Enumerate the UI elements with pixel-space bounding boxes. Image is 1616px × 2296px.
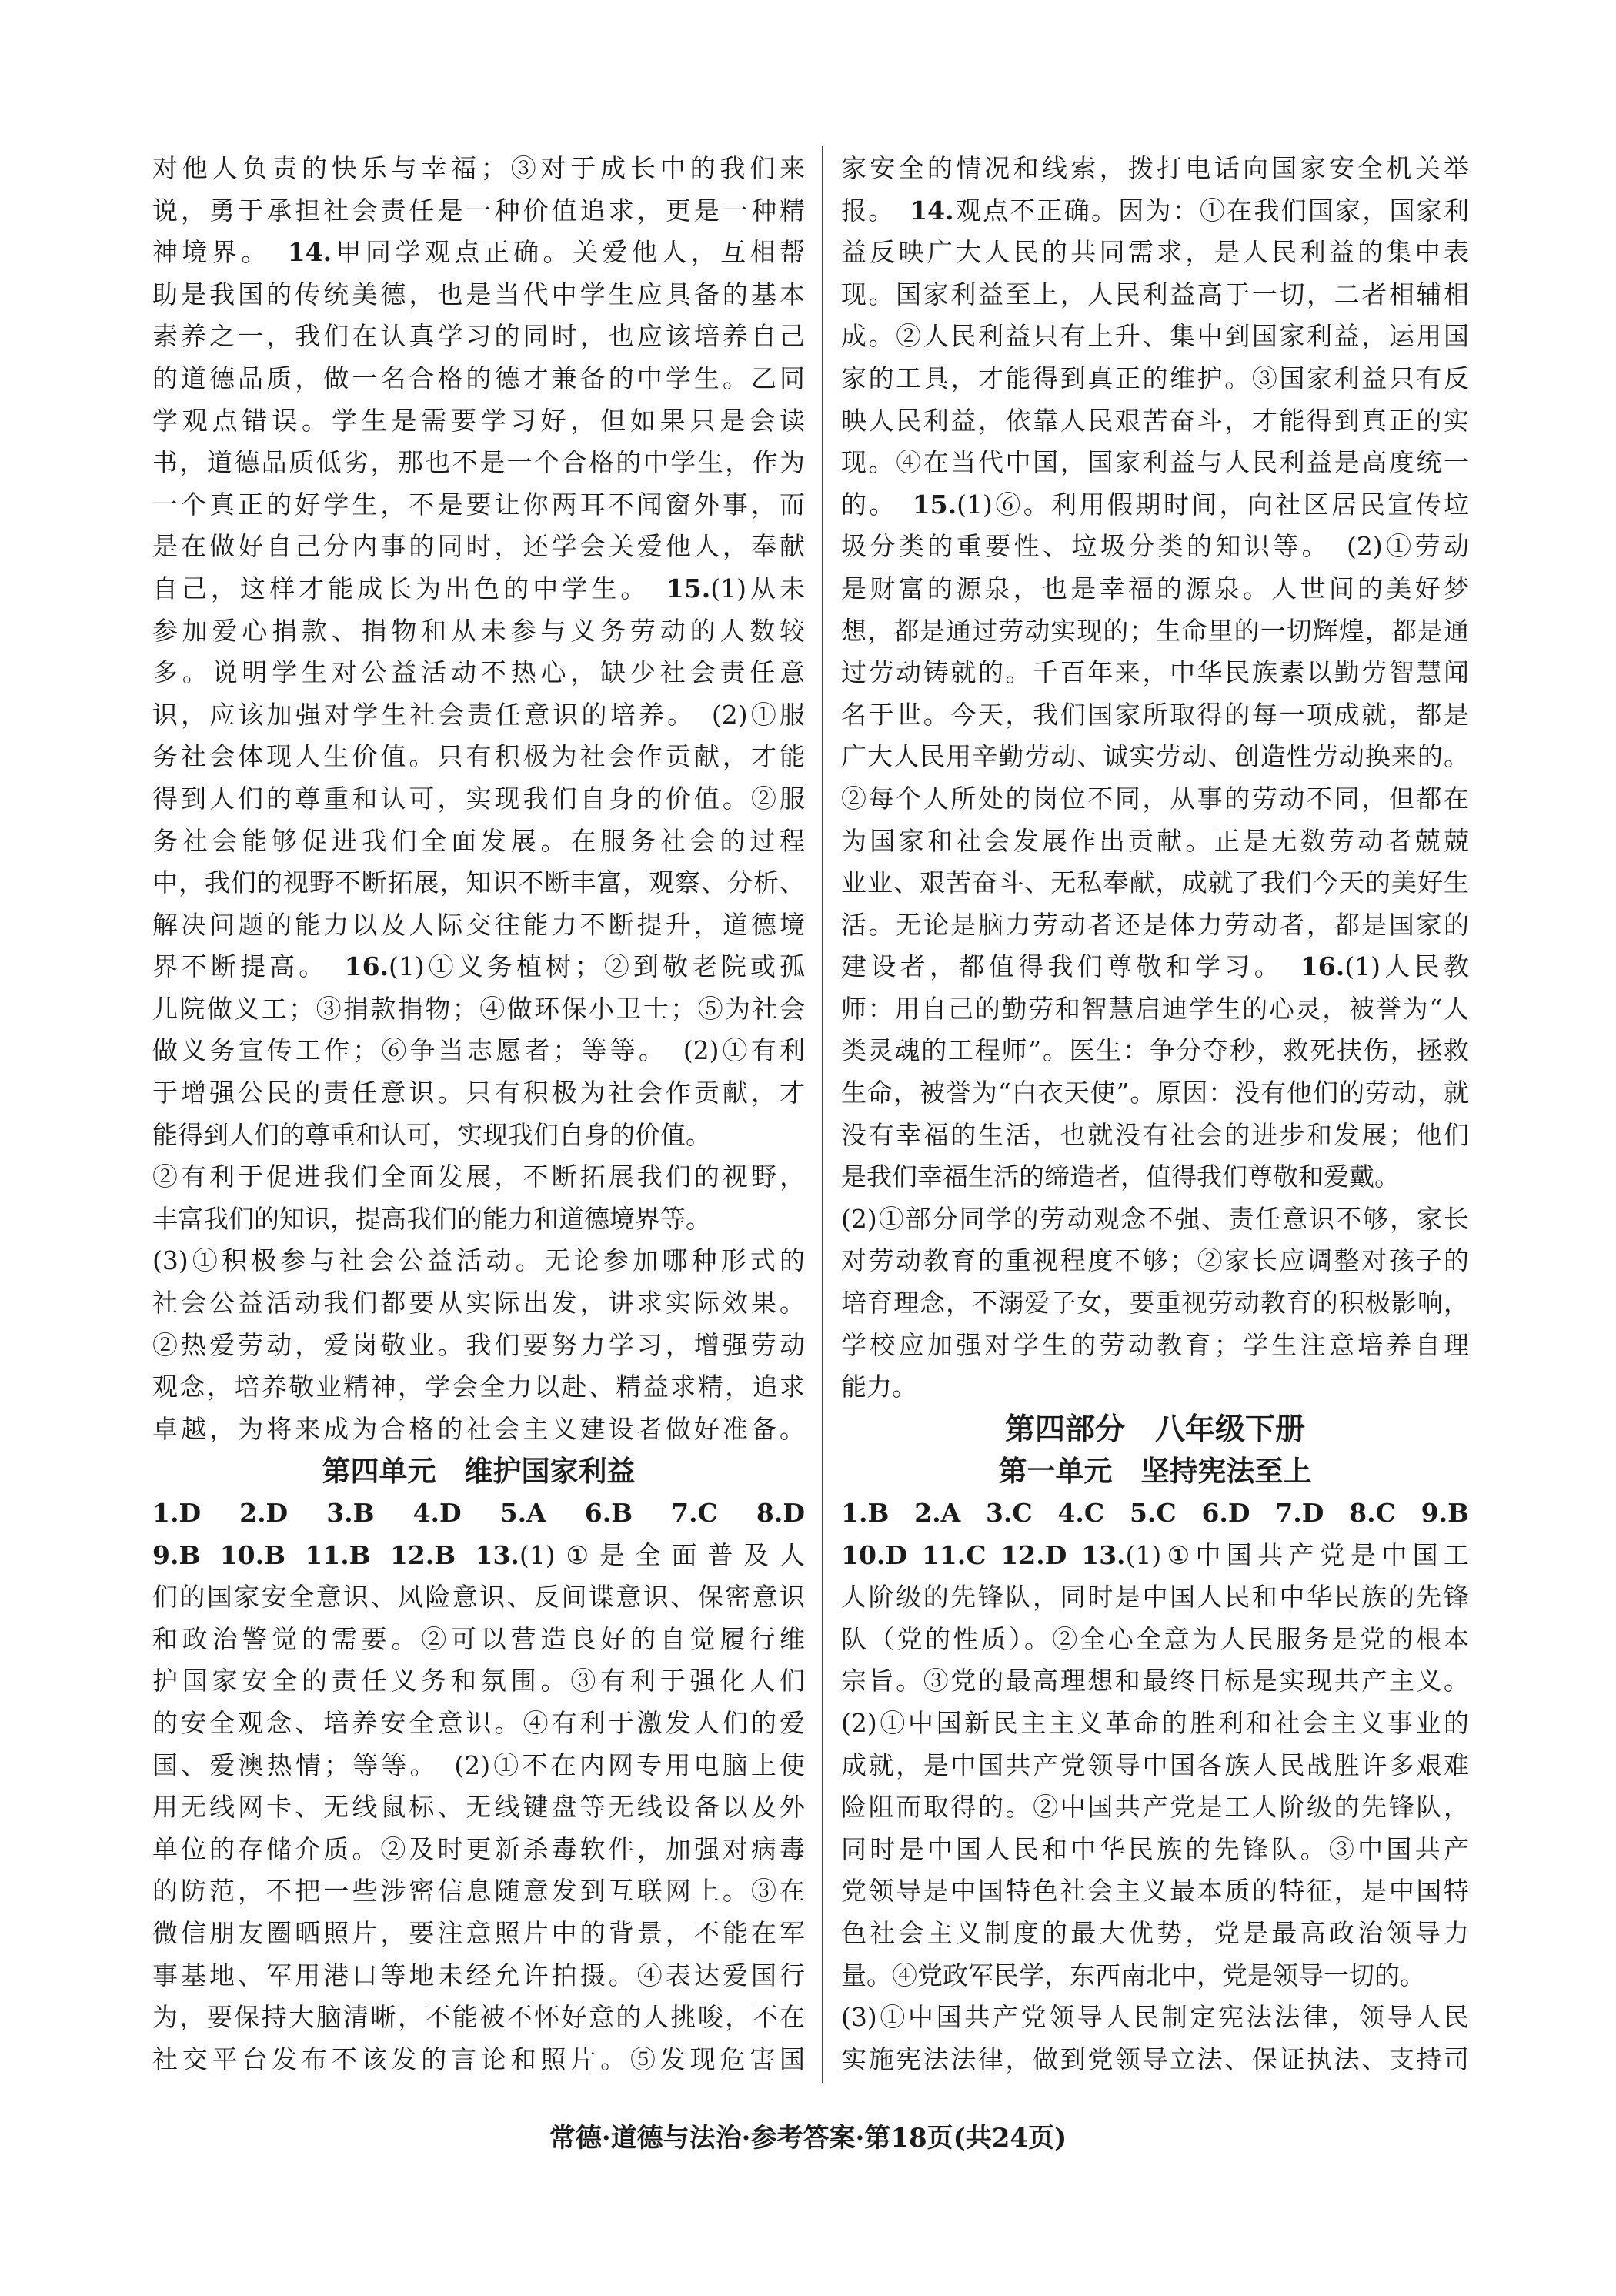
text-segment: 学观点错误。学生是需要学习好，但如果只是会读 (152, 405, 805, 436)
text-line (841, 190, 1469, 232)
text-line (841, 904, 1469, 947)
unit-heading-protect-national-interest: 第四单元 维护国家利益 (322, 1454, 636, 1489)
text-segment: 报。 (841, 195, 910, 226)
question-number: 14. (287, 237, 332, 268)
text-line (841, 1198, 1469, 1241)
text-segment: 社会公益活动我们都要从实际出发，讲求实际效果。 (152, 1288, 805, 1318)
text-segment: 单位的存储介质。②及时更新杀毒软件，加强对病毒 (152, 1833, 805, 1864)
text-line (152, 1535, 805, 1577)
text-segment: 务社会体现人生价值。只有积极为社会作贡献，才能 (152, 741, 805, 772)
text-segment: 观念，培养敬业精神，学会全力以赴、精益求精，追求 (152, 1372, 805, 1402)
part-heading-grade8-vol2: 第四部分 八年级下册 (1004, 1411, 1305, 1447)
text-line (841, 1072, 1469, 1115)
text-line (841, 1576, 1469, 1619)
text-segment: 丰富我们的知识，提高我们的能力和道德境界等。 (152, 1203, 711, 1234)
text-segment: 广大人民用辛勤劳动、诚实劳动、创造性劳动换来的。 (841, 741, 1469, 772)
text-segment: 映人民利益，依靠人民艰苦奋斗，才能得到真正的实 (841, 405, 1469, 436)
text-line (841, 1955, 1469, 1997)
text-line (152, 1660, 805, 1703)
text-line (152, 610, 805, 653)
text-segment: 成就，是中国共产党领导中国各族人民战胜许多艰难 (841, 1750, 1469, 1780)
text-line (152, 778, 805, 820)
page-footer: 常德·道德与法治·参考答案·第18页(共24页) (549, 2123, 1067, 2154)
text-segment: 现。④在当代中国，国家利益与人民利益是高度统一 (841, 447, 1469, 478)
text-line (152, 1240, 805, 1282)
text-segment: 素养之一，我们在认真学习的同时，也应该培养自己 (152, 321, 805, 352)
text-line (152, 1870, 805, 1913)
unit-heading-constitution: 第一单元 坚持宪法至上 (998, 1454, 1312, 1489)
text-line (841, 568, 1469, 610)
text-line (841, 1703, 1469, 1745)
text-line (152, 988, 805, 1031)
text-line (841, 1156, 1469, 1198)
text-segment: 甲同学观点正确。关爱他人，互相帮 (332, 237, 805, 268)
question-number: 14. (910, 195, 954, 226)
text-line (152, 1745, 805, 1787)
text-line (841, 1325, 1469, 1367)
text-segment: (1)从未 (710, 573, 805, 603)
right-column (841, 148, 1469, 2080)
text-segment: 是我们幸福生活的缔造者，值得我们尊敬和爱戴。 (841, 1161, 1400, 1192)
text-segment: ②有利于促进我们全面发展，不断拓展我们的视野， (152, 1161, 805, 1192)
text-line (152, 1997, 805, 2039)
left-unit-answers (152, 1492, 805, 2080)
text-segment: 圾分类的重要性、垃圾分类的知识等。 (2)①劳动 (841, 531, 1469, 562)
text-line (841, 862, 1469, 904)
text-segment: 队（党的性质）。②全心全意为人民服务是党的根本 (841, 1623, 1469, 1654)
text-line (841, 274, 1469, 316)
text-line (841, 736, 1469, 778)
text-segment: 多。说明学生对公益活动不热心，缺少社会责任意 (152, 657, 805, 688)
text-line (152, 484, 805, 526)
text-line (841, 526, 1469, 568)
question-number: 1.D 2.D 3.B 4.D 5.A 6.B 7.C 8.D (152, 1498, 805, 1528)
text-segment: 想，都是通过劳动实现的；生命里的一切辉煌，都是通 (841, 615, 1469, 646)
question-number: 15. (912, 489, 957, 520)
text-line (841, 988, 1469, 1031)
question-number: 15. (666, 573, 711, 603)
text-segment: 实施宪法法律，做到党领导立法、保证执法、支持司 (841, 2044, 1469, 2074)
text-line (152, 1913, 805, 1955)
text-segment: (2)①中国新民主主义革命的胜利和社会主义事业的 (841, 1707, 1469, 1738)
text-segment: 神境界。 (152, 237, 288, 268)
text-segment: 学校应加强对学生的劳动教育；学生注意培养自理 (841, 1329, 1469, 1360)
question-number: 1.B 2.A 3.C 4.C 5.C 6.D 7.D 8.C 9.B (841, 1498, 1469, 1528)
text-line (841, 1030, 1469, 1072)
question-number: 16. (344, 951, 389, 982)
text-segment: 识，应该加强对学生社会责任意识的培养。 (2)①服 (152, 699, 805, 730)
text-segment: (1)⑥。利用假期时间，向社区居民宣传垃 (957, 489, 1469, 520)
text-segment: 们的国家安全意识、风险意识、反间谍意识、保密意识 (152, 1582, 805, 1613)
text-line (152, 316, 805, 358)
text-segment: (1)人民教 (1344, 951, 1469, 982)
text-segment: (1)①中国共产党是中国工 (1125, 1539, 1469, 1570)
text-segment: 国、爱澳热情；等等。 (2)①不在内网专用电脑上使 (152, 1750, 805, 1780)
text-segment: 的道德品质，做一名合格的德才兼备的中学生。乙同 (152, 363, 805, 393)
text-line (152, 232, 805, 274)
text-line (152, 1409, 805, 1451)
text-segment: 宗旨。③党的最高理想和最终目标是实现共产主义。 (841, 1666, 1469, 1696)
left-answer-text (152, 148, 805, 1450)
text-line (841, 232, 1469, 274)
text-line (841, 400, 1469, 443)
text-segment: (3)①中国共产党领导人民制定宪法法律，领导人民 (841, 2002, 1469, 2033)
text-segment: 社交平台发布不该发的言论和照片。⑤发现危害国 (152, 2044, 805, 2074)
text-segment: 参加爱心捐款、捐物和从未参与义务劳动的人数较 (152, 615, 805, 646)
text-line (152, 148, 805, 190)
text-segment: 一个真正的好学生，不是要让你两耳不闻窗外事，而 (152, 489, 805, 520)
text-line (841, 1870, 1469, 1913)
text-segment: 业业、艰苦奋斗、无私奉献，成就了我们今天的美好生 (841, 867, 1469, 898)
text-line (152, 736, 805, 778)
text-line (152, 1703, 805, 1745)
text-line (152, 1955, 805, 1997)
text-line (841, 946, 1469, 988)
text-segment: 名于世。今天，我们国家所取得的每一项成就，都是 (841, 699, 1469, 730)
text-segment: 和政治警觉的需要。②可以营造良好的自觉履行维 (152, 1623, 805, 1654)
text-segment: 师：用自己的勤劳和智慧启迪学生的心灵，被誉为“人 (841, 993, 1469, 1024)
text-line (841, 1619, 1469, 1661)
text-line (841, 1829, 1469, 1871)
text-line (152, 946, 805, 988)
text-segment: (3)①积极参与社会公益活动。无论参加哪种形式的 (152, 1245, 805, 1276)
text-segment: 中，我们的视野不断拓展，知识不断丰富，观察、分析、 (152, 867, 805, 898)
text-segment: 观点不正确。因为：①在我们国家，国家利 (953, 195, 1469, 226)
text-line (152, 358, 805, 400)
text-segment: 为，要保持大脑清晰，不能被不怀好意的人挑唆，不在 (152, 2002, 805, 2033)
text-segment: ②热爱劳动，爱岗敬业。我们要努力学习，增强劳动 (152, 1329, 805, 1360)
text-line (841, 778, 1469, 820)
text-segment: 成。②人民利益只有上升、集中到国家利益，运用国 (841, 321, 1469, 352)
text-line (152, 442, 805, 484)
text-segment: 益反映广大人民的共同需求，是人民利益的集中表 (841, 237, 1469, 268)
text-line (841, 2039, 1469, 2081)
text-segment: ②每个人所处的岗位不同，从事的劳动不同，但都在 (841, 783, 1469, 814)
text-segment: 家的工具，才能得到真正的维护。③国家利益只有反 (841, 363, 1469, 393)
text-line (152, 274, 805, 316)
text-line (841, 1240, 1469, 1282)
text-segment: 儿院做义工；③捐款捐物；④做环保小卫士；⑤为社会 (152, 993, 805, 1024)
text-segment: 是在做好自己分内事的同时，还学会关爱他人，奉献 (152, 531, 805, 562)
text-line (152, 190, 805, 232)
column-divider (822, 146, 823, 2083)
text-segment: 类灵魂的工程师”。医生：争分夺秒，救死扶伤，拯救 (841, 1035, 1469, 1066)
text-line (841, 610, 1469, 653)
text-line (841, 1660, 1469, 1703)
text-line (841, 316, 1469, 358)
text-segment: 的安全观念、培养安全意识。④有利于激发人们的爱 (152, 1707, 805, 1738)
text-segment: 对劳动教育的重视程度不够；②家长应调整对孩子的 (841, 1245, 1469, 1276)
text-segment: 的。 (841, 489, 913, 520)
text-segment: 对他人负责的快乐与幸福；③对于成长中的我们来 (152, 153, 805, 183)
text-segment: 书，道德品质低劣，那也不是一个合格的中学生，作为 (152, 447, 805, 478)
text-line (152, 862, 805, 904)
left-column (152, 148, 805, 2080)
text-segment: (1)①是全面普及人 (519, 1539, 805, 1570)
text-segment: 家安全的情况和线索，拨打电话向国家安全机关举 (841, 153, 1469, 183)
text-line (841, 1745, 1469, 1787)
text-line (152, 1829, 805, 1871)
text-line (841, 484, 1469, 526)
text-segment: 现。国家利益至上，人民利益高于一切，二者相辅相 (841, 279, 1469, 309)
text-line (152, 1786, 805, 1829)
text-line (152, 1492, 805, 1535)
text-segment: 为国家和社会发展作出贡献。正是无数劳动者兢兢 (841, 825, 1469, 856)
text-segment: 得到人们的尊重和认可，实现我们自身的价值。②服 (152, 783, 805, 814)
text-line (152, 1325, 805, 1367)
text-segment: 解决问题的能力以及人际交往能力不断提升，道德境 (152, 909, 805, 940)
text-line (152, 1115, 805, 1157)
text-segment: 培育理念，不溺爱子女，要重视劳动教育的积极影响， (841, 1288, 1469, 1318)
text-segment: 险阻而取得的。②中国共产党是工人阶级的先锋队， (841, 1792, 1469, 1823)
text-line (841, 1492, 1469, 1535)
text-segment: 党领导是中国特色社会主义最本质的特征，是中国特 (841, 1876, 1469, 1907)
text-segment: 同时是中国人民和中华民族的先锋队。③中国共产 (841, 1833, 1469, 1864)
text-line (152, 1030, 805, 1072)
right-answer-text (841, 148, 1469, 1409)
text-line (152, 694, 805, 737)
text-line (841, 148, 1469, 190)
text-line (152, 1282, 805, 1325)
text-line (841, 1786, 1469, 1829)
text-line (152, 2039, 805, 2081)
text-segment: 的防范，不把一些涉密信息随意发到互联网上。③在 (152, 1876, 805, 1907)
text-segment: 助是我国的传统美德，也是当代中学生应具备的基本 (152, 279, 805, 309)
text-segment: 活。无论是脑力劳动者还是体力劳动者，都是国家的 (841, 909, 1469, 940)
question-number: 10.D 11.C 12.D 13. (841, 1539, 1126, 1570)
text-segment: 过劳动铸就的。千百年来，中华民族素以勤劳智慧闻 (841, 657, 1469, 688)
text-segment: (1)①义务植树；②到敬老院或孤 (389, 951, 805, 982)
text-segment: 人阶级的先锋队，同时是中国人民和中华民族的先锋 (841, 1582, 1469, 1613)
text-segment: 用无线网卡、无线鼠标、无线键盘等无线设备以及外 (152, 1792, 805, 1823)
text-line (152, 904, 805, 947)
text-line (841, 358, 1469, 400)
text-line (152, 1619, 805, 1661)
text-line (152, 1156, 805, 1198)
text-line (152, 1576, 805, 1619)
text-line (841, 1535, 1469, 1577)
text-line (841, 1366, 1469, 1409)
text-segment: 没有幸福的生活，也就没有社会的进步和发展；他们 (841, 1119, 1469, 1150)
text-line (841, 820, 1469, 863)
text-line (152, 400, 805, 443)
text-segment: 界不断提高。 (152, 951, 345, 982)
text-segment: 是财富的源泉，也是幸福的源泉。人世间的美好梦 (841, 573, 1469, 603)
text-line (841, 1913, 1469, 1955)
text-segment: 微信朋友圈晒照片，要注意照片中的背景，不能在军 (152, 1917, 805, 1948)
text-line (841, 1282, 1469, 1325)
text-line (152, 1072, 805, 1115)
text-segment: 说，勇于承担社会责任是一种价值追求，更是一种精 (152, 195, 805, 226)
text-segment: 做义务宣传工作；⑥争当志愿者；等等。 (2)①有利 (152, 1035, 805, 1066)
text-segment: 于增强公民的责任意识。只有积极为社会作贡献，才 (152, 1078, 805, 1108)
text-segment: 务社会能够促进我们全面发展。在服务社会的过程 (152, 825, 805, 856)
text-line (152, 1198, 805, 1241)
text-line (841, 1115, 1469, 1157)
text-line (152, 652, 805, 694)
text-line (152, 526, 805, 568)
text-segment: 自己，这样才能成长为出色的中学生。 (152, 573, 666, 603)
text-line (152, 568, 805, 610)
question-number: 16. (1300, 951, 1345, 982)
text-segment: 建设者，都值得我们尊敬和学习。 (841, 951, 1300, 982)
text-line (152, 820, 805, 863)
text-segment: 能得到人们的尊重和认可，实现我们自身的价值。 (152, 1119, 711, 1150)
text-segment: 色社会主义制度的最大优势，党是最高政治领导力 (841, 1917, 1469, 1948)
text-line (152, 1366, 805, 1409)
text-line (841, 442, 1469, 484)
text-line (841, 652, 1469, 694)
text-segment: 护国家安全的责任义务和氛围。③有利于强化人们 (152, 1666, 805, 1696)
text-segment: 能力。 (841, 1372, 917, 1402)
text-segment: 生命，被誉为“白衣天使”。原因：没有他们的劳动，就 (841, 1078, 1469, 1108)
question-number: 9.B 10.B 11.B 12.B 13. (152, 1539, 519, 1570)
text-segment: 量。④党政军民学，东西南北中，党是领导一切的。 (841, 1960, 1425, 1990)
text-line (841, 1997, 1469, 2039)
text-line (841, 694, 1469, 737)
text-segment: (2)①部分同学的劳动观念不强、责任意识不够，家长 (841, 1203, 1469, 1234)
text-segment: 事基地、军用港口等地未经允许拍摄。④表达爱国行 (152, 1960, 805, 1990)
right-unit-answers (841, 1492, 1469, 2080)
text-segment: 卓越，为将来成为合格的社会主义建设者做好准备。 (152, 1413, 805, 1444)
